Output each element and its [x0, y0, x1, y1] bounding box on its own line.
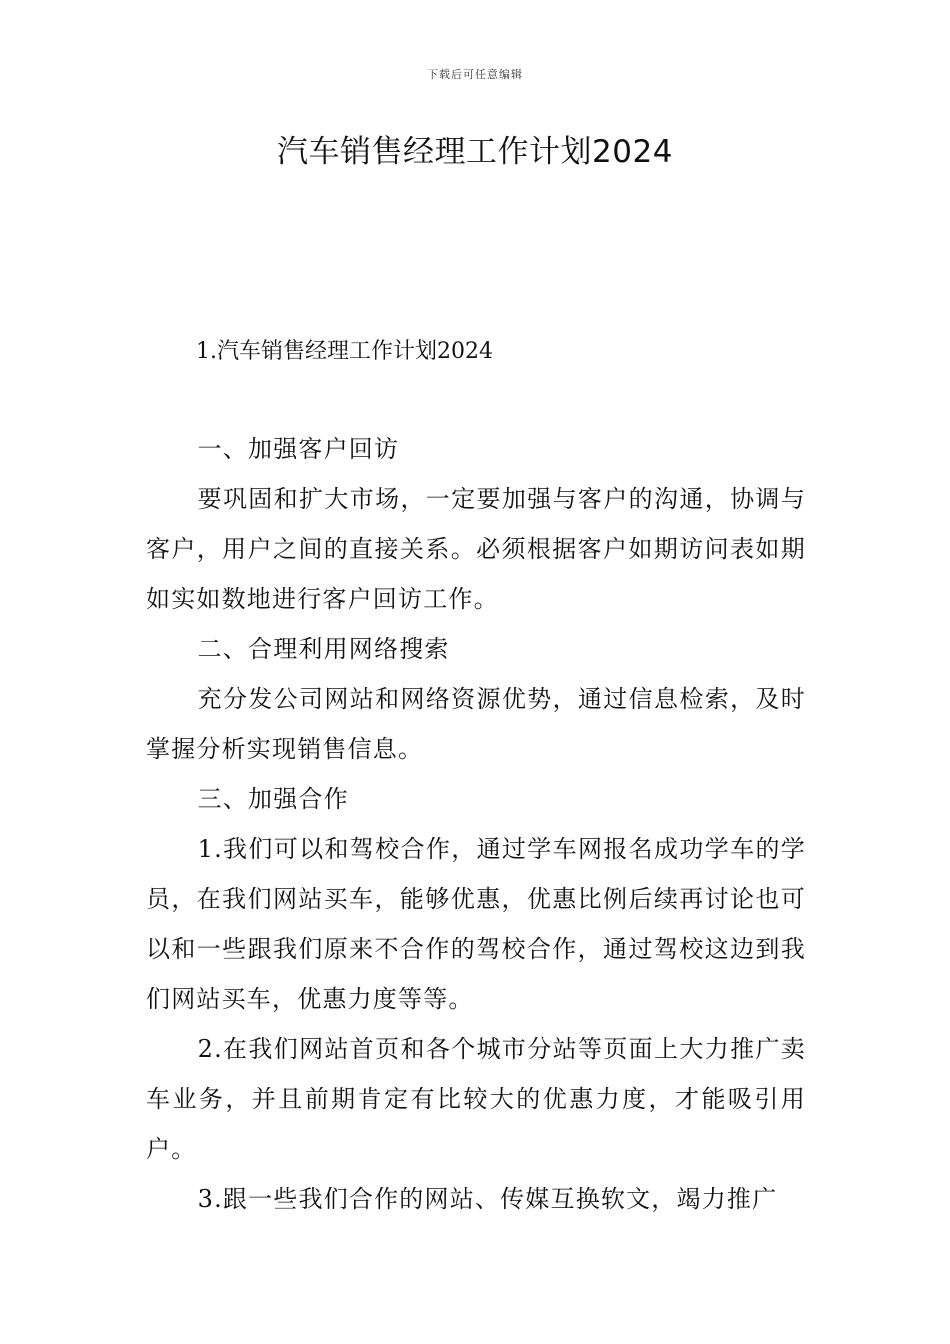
body-paragraph: 充分发公司网站和网络资源优势，通过信息检索，及时掌握分析实现销售信息。 — [146, 685, 806, 763]
header-note: 下载后可任意编辑 — [427, 68, 523, 81]
body-paragraph: 要巩固和扩大市场，一定要加强与客户的沟通，协调与客户，用户之间的直接关系。必须根据客户如期访问表如期如实如数地进行客户回访工作。 — [146, 485, 806, 613]
section-heading: 三、加强合作 — [197, 785, 349, 813]
body-paragraph: 2.在我们网站首页和各个城市分站等页面上大力推广卖车业务，并且前期肯定有比较大的优惠力度，才能吸引用户。 — [146, 1035, 806, 1163]
document-body — [146, 424, 806, 1224]
body-paragraph: 3.跟一些我们合作的网站、传媒互换软文，竭力推广 — [197, 1185, 778, 1213]
section-heading: 一、加强客户回访 — [197, 435, 400, 463]
document-title: 汽车销售经理工作计划2024 — [277, 134, 673, 170]
section-subtitle: 1.汽车销售经理工作计划2024 — [196, 339, 493, 364]
section-heading: 二、合理利用网络搜索 — [197, 635, 450, 663]
body-paragraph: 1.我们可以和驾校合作，通过学车网报名成功学车的学员，在我们网站买车，能够优惠，优惠比例后续再讨论也可以和一些跟我们原来不合作的驾校合作，通过驾校这边到我们网站买车，优惠力度等等。 — [146, 835, 806, 1013]
